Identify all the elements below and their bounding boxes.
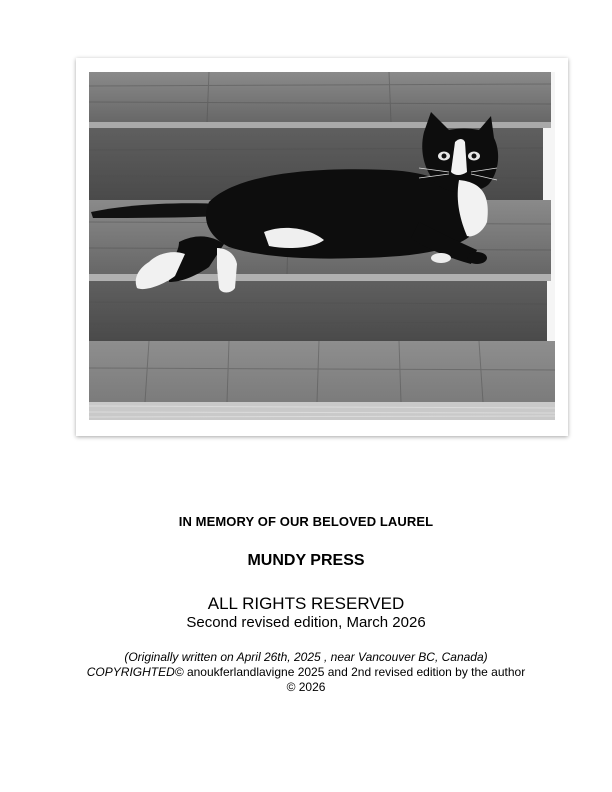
copyright-label: COPYRIGHTED© (86, 665, 184, 679)
edition-statement: Second revised edition, March 2026 (186, 614, 426, 631)
copyright-text: anoukferlandlavigne 2025 and 2nd revised edition by the author © 2026 (183, 665, 526, 694)
middle-step-riser (89, 281, 547, 341)
origin-note: (Originally written on April 26th, 2025 , near Vancouver BC, Canada) (124, 650, 488, 664)
cat-on-stairs-image (89, 72, 555, 420)
dedication: IN MEMORY OF OUR BELOVED LAUREL (178, 514, 434, 529)
rights-statement: ALL RIGHTS RESERVED (207, 594, 405, 613)
copyright-line (86, 665, 526, 695)
cat-photo (89, 72, 555, 420)
copyright-note (86, 650, 526, 695)
publisher-name: MUNDY PRESS (247, 552, 365, 569)
photo-frame (76, 58, 568, 436)
floor (89, 341, 555, 407)
top-step-tread (89, 72, 551, 124)
